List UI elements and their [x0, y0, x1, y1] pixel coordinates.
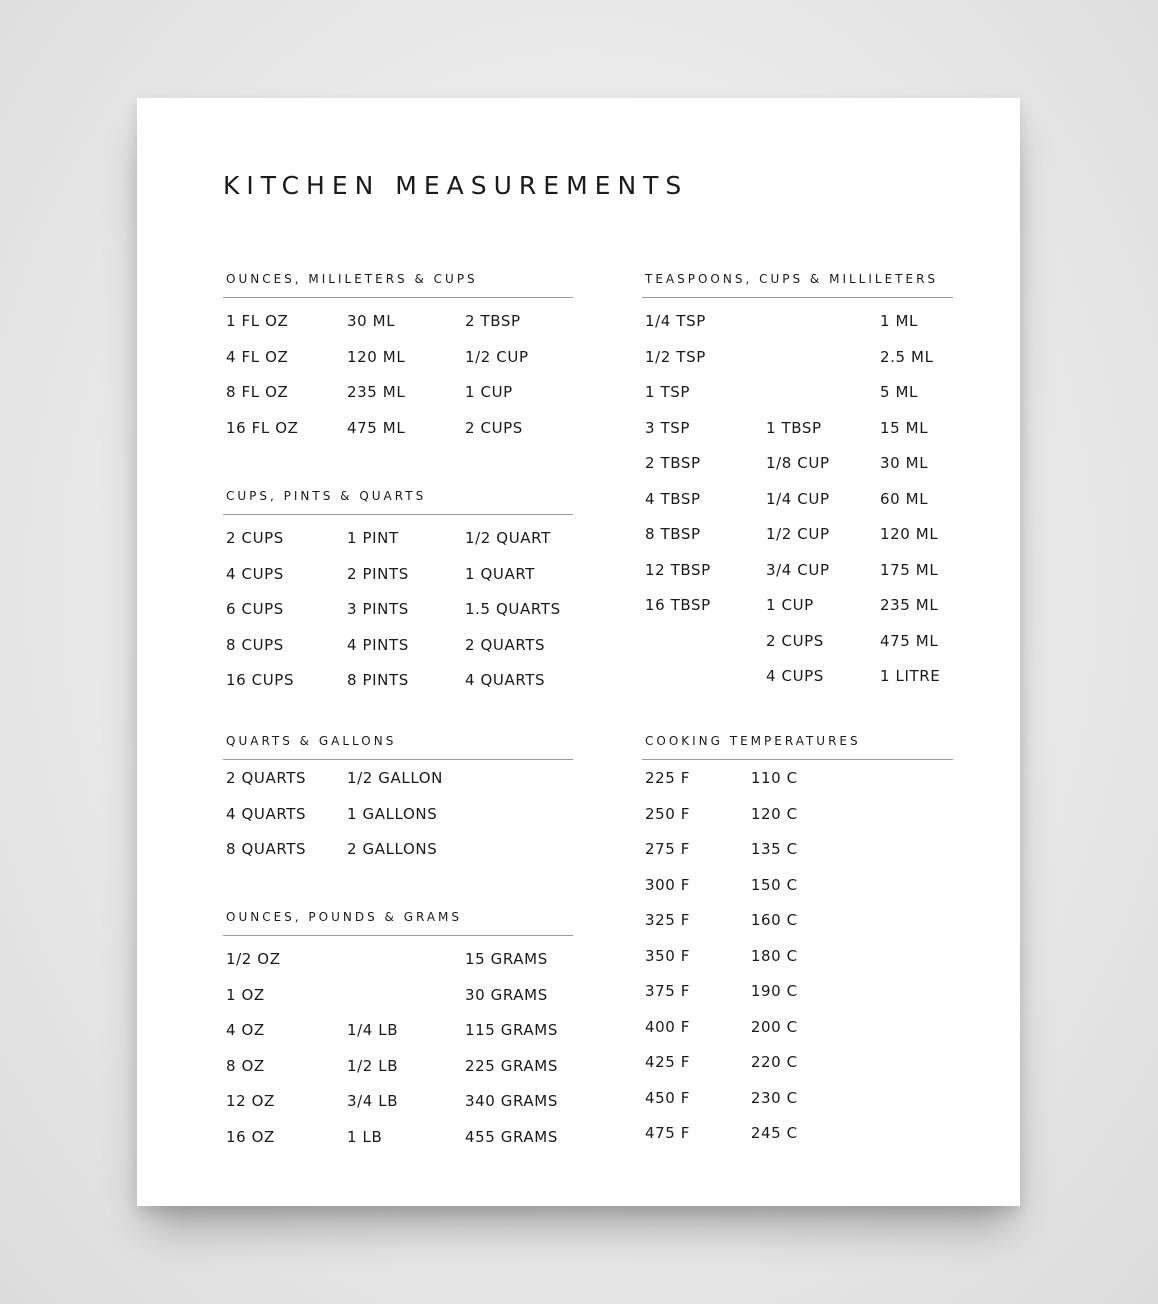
table-row [642, 590, 953, 626]
table-cell: 4 CUPS [226, 564, 284, 583]
table-row [223, 980, 573, 1016]
table-cell: 2 CUPS [766, 631, 824, 650]
table-row [223, 1015, 573, 1051]
table-cell: 1/2 LB [347, 1056, 399, 1075]
table-cell [642, 661, 763, 697]
table-cell: 1 TBSP [766, 418, 822, 437]
section-ounces-ml-cups [223, 271, 573, 448]
table-cell: 4 QUARTS [465, 671, 546, 689]
table-row [642, 377, 953, 413]
table-row [642, 1047, 953, 1083]
table-cell [642, 626, 763, 662]
table-cell: 8 PINTS [347, 671, 409, 689]
table-cell: 8 TBSP [645, 525, 701, 543]
table-cell: 475 ML [347, 418, 406, 437]
table-cell [763, 342, 877, 378]
table-row [223, 413, 573, 449]
table-row [223, 594, 573, 630]
table-cell: 2 GALLONS [347, 840, 438, 858]
table-cell: 375 F [645, 982, 691, 1000]
table-cell: 230 C [750, 1088, 798, 1107]
table-cell: 1 CUP [766, 596, 814, 614]
table-row [223, 799, 573, 835]
section-heading: COOKING TEMPERATURES [645, 734, 861, 748]
table-cell: 60 ML [880, 489, 929, 508]
table-cell: 16 CUPS [226, 671, 295, 689]
table-cell: 1/2 QUART [465, 529, 551, 547]
table-cell: 1 QUART [465, 564, 536, 583]
table-cell: 4 CUPS [766, 667, 824, 685]
table-cell: 12 TBSP [645, 560, 711, 579]
table-cell: 1 LB [347, 1127, 383, 1146]
table-cell: 30 ML [880, 454, 929, 472]
section-cups-pints-quarts [223, 488, 573, 701]
table-cell: 30 GRAMS [465, 985, 548, 1004]
table-cell: 425 F [645, 1053, 691, 1071]
table-cell: 3 PINTS [347, 600, 409, 618]
table-cell: 475 F [645, 1124, 691, 1142]
table-row [223, 834, 573, 870]
table-cell: 325 F [645, 911, 691, 929]
table-cell: 2 CUPS [465, 418, 523, 437]
table-cell: 12 OZ [226, 1092, 275, 1110]
table-cell: 2 QUARTS [226, 769, 307, 787]
table-row [223, 665, 573, 701]
table-cell: 1 CUP [465, 383, 513, 401]
table-row [642, 484, 953, 520]
section-teaspoons-cups-ml [642, 271, 953, 697]
table-cell: 2 TBSP [645, 454, 701, 472]
section-heading: TEASPOONS, CUPS & MILLILETERS [645, 272, 939, 286]
table-cell [344, 980, 462, 1016]
table-row [642, 519, 953, 555]
table-cell: 4 OZ [226, 1021, 265, 1039]
table-cell: 180 C [750, 946, 798, 965]
table-row [642, 661, 953, 697]
table-row [223, 1086, 573, 1122]
table-row [642, 1083, 953, 1119]
table-row [223, 630, 573, 666]
table-row [223, 342, 573, 378]
table-cell: 475 ML [880, 631, 939, 650]
table-cell: 2 QUARTS [465, 635, 546, 654]
table-row [642, 1118, 953, 1154]
section-cooking-temperatures [642, 733, 953, 1154]
table-cell: 1 ML [880, 312, 919, 330]
table-row [642, 555, 953, 591]
table-cell: 1 GALLONS [347, 804, 438, 823]
table-cell: 1/4 LB [347, 1021, 399, 1039]
section-divider [223, 935, 573, 936]
table-cell: 8 QUARTS [226, 840, 307, 858]
table-cell: 225 GRAMS [465, 1056, 558, 1075]
table-cell: 1/2 OZ [226, 950, 281, 968]
table-cell: 8 OZ [226, 1056, 265, 1075]
table-cell: 8 FL OZ [226, 383, 289, 401]
table-cell: 135 C [750, 840, 798, 858]
table-row [642, 342, 953, 378]
table-row [642, 870, 953, 906]
section-divider [223, 297, 573, 298]
table-row [223, 559, 573, 595]
table-cell: 4 QUARTS [226, 804, 307, 823]
section-divider [223, 759, 573, 760]
table-cell: 5 ML [880, 383, 919, 401]
table-cell: 4 PINTS [347, 635, 409, 654]
table-cell [763, 377, 877, 413]
table-cell: 160 C [750, 911, 798, 929]
table-cell: 1 LITRE [880, 667, 941, 685]
table-row [642, 941, 953, 977]
section-ounces-pounds-grams [223, 909, 573, 1157]
table-cell: 340 GRAMS [465, 1092, 558, 1110]
table-cell: 3 TSP [645, 418, 691, 437]
table-cell: 150 C [750, 875, 798, 894]
table-cell: 110 C [750, 769, 798, 787]
table-cell: 250 F [645, 804, 691, 823]
table-cell: 455 GRAMS [465, 1127, 558, 1146]
section-heading: OUNCES, POUNDS & GRAMS [226, 910, 463, 924]
table-row [642, 626, 953, 662]
table-cell: 225 F [645, 769, 691, 787]
table-row [642, 448, 953, 484]
table-cell: 200 C [750, 1017, 798, 1036]
table-cell: 120 ML [347, 347, 406, 366]
table-cell: 300 F [645, 875, 691, 894]
table-row [642, 905, 953, 941]
table-cell: 1 PINT [347, 529, 399, 547]
table-cell: 1 OZ [226, 985, 265, 1004]
table-row [223, 944, 573, 980]
section-quarts-gallons [223, 733, 573, 870]
table-cell: 16 FL OZ [226, 418, 299, 437]
section-divider [223, 514, 573, 515]
table-row [642, 976, 953, 1012]
table-cell: 16 OZ [226, 1127, 275, 1146]
table-cell [344, 944, 462, 980]
section-divider [642, 297, 953, 298]
table-row [642, 413, 953, 449]
table-cell: 15 GRAMS [465, 950, 548, 968]
section-heading: CUPS, PINTS & QUARTS [226, 489, 427, 503]
table-cell: 2 CUPS [226, 529, 284, 547]
table-cell: 220 C [750, 1053, 798, 1071]
table-cell: 400 F [645, 1017, 691, 1036]
section-divider [642, 759, 953, 760]
table-cell: 16 TBSP [645, 596, 711, 614]
table-cell: 120 ML [880, 525, 939, 543]
table-cell: 120 C [750, 804, 798, 823]
table-cell: 245 C [750, 1124, 798, 1142]
table-cell: 1 FL OZ [226, 312, 289, 330]
table-cell: 15 ML [880, 418, 929, 437]
table-cell: 1/2 CUP [766, 525, 830, 543]
table-cell: 1/2 CUP [465, 347, 529, 366]
table-cell: 2 TBSP [465, 312, 521, 330]
table-row [223, 377, 573, 413]
table-row [642, 1012, 953, 1048]
table-cell: 2 PINTS [347, 564, 409, 583]
table-cell: 8 CUPS [226, 635, 284, 654]
table-row [642, 799, 953, 835]
table-cell: 1/2 GALLON [347, 769, 443, 787]
table-cell: 450 F [645, 1088, 691, 1107]
table-cell: 275 F [645, 840, 691, 858]
table-cell: 235 ML [347, 383, 406, 401]
table-cell: 235 ML [880, 596, 939, 614]
table-row [642, 306, 953, 342]
table-row [223, 763, 573, 799]
table-cell: 1 TSP [645, 383, 691, 401]
table-cell: 1/2 TSP [645, 347, 706, 366]
table-cell: 175 ML [880, 560, 939, 579]
table-cell: 350 F [645, 946, 691, 965]
table-cell: 3/4 CUP [766, 560, 830, 579]
table-cell: 1/4 CUP [766, 489, 830, 508]
table-row [223, 1051, 573, 1087]
table-row [223, 1122, 573, 1158]
table-row [223, 523, 573, 559]
table-cell: 4 FL OZ [226, 347, 289, 366]
table-cell: 3/4 LB [347, 1092, 399, 1110]
table-cell: 6 CUPS [226, 600, 284, 618]
table-cell: 1.5 QUARTS [465, 600, 561, 618]
table-cell: 2.5 ML [880, 347, 934, 366]
table-cell: 1/8 CUP [766, 454, 830, 472]
section-heading: QUARTS & GALLONS [226, 734, 397, 748]
page-title: KITCHEN MEASUREMENTS [223, 171, 689, 200]
table-cell: 30 ML [347, 312, 396, 330]
table-cell: 115 GRAMS [465, 1021, 558, 1039]
table-cell: 1/4 TSP [645, 312, 706, 330]
table-row [642, 834, 953, 870]
printable-sheet [137, 98, 1020, 1206]
table-row [642, 763, 953, 799]
section-heading: OUNCES, MILILETERS & CUPS [226, 272, 478, 286]
table-cell [763, 306, 877, 342]
table-row [223, 306, 573, 342]
table-cell: 4 TBSP [645, 489, 701, 508]
table-cell: 190 C [750, 982, 798, 1000]
